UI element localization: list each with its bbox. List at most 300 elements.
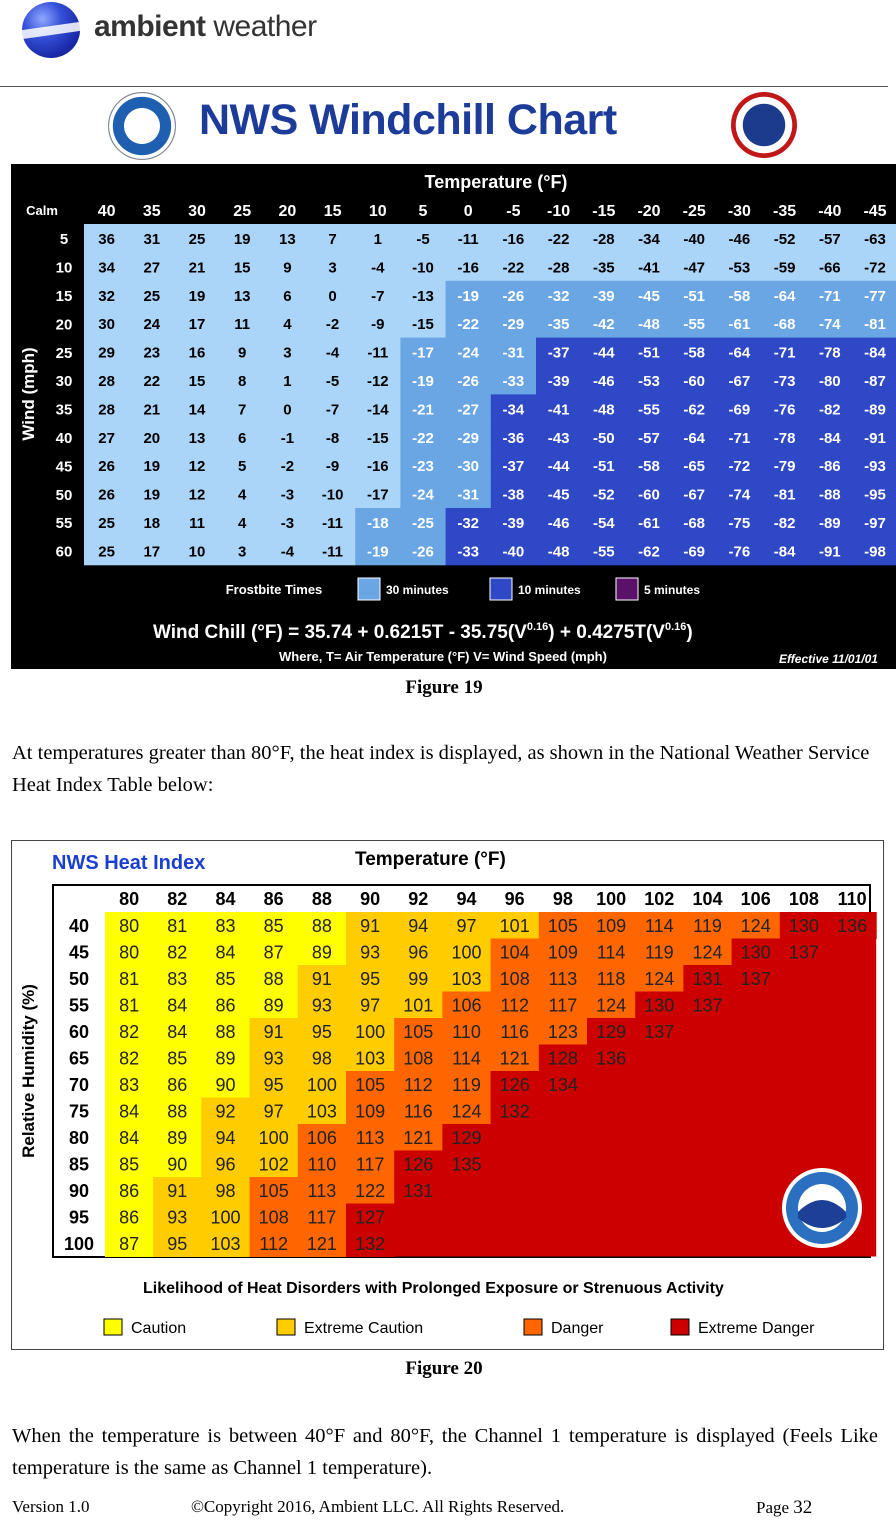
windchill-cell-value: -22 xyxy=(457,316,480,334)
windchill-cell-value: -10 xyxy=(412,259,434,277)
windchill-cell-value: -51 xyxy=(638,344,660,362)
heat-index-cell-value: 87 xyxy=(119,1234,140,1254)
windchill-temp-tick: 30 xyxy=(188,203,206,220)
windchill-cell-value: -14 xyxy=(366,401,389,419)
heat-index-cell-value: 89 xyxy=(167,1128,188,1148)
windchill-cell-value: -77 xyxy=(864,287,886,305)
windchill-cell-value: -57 xyxy=(638,429,660,447)
windchill-cell-value: 12 xyxy=(188,486,206,504)
heat-index-cell-value: 93 xyxy=(311,995,332,1016)
windchill-cell-value: -55 xyxy=(683,316,706,334)
heat-index-humidity-tick: 45 xyxy=(68,942,90,963)
frostbite-legend-label: 10 minutes xyxy=(518,583,581,597)
windchill-cell-value: 15 xyxy=(188,373,206,390)
heat-index-cell-value: 117 xyxy=(355,1154,385,1175)
windchill-cell-value: -46 xyxy=(547,515,570,532)
windchill-cell-value: -3 xyxy=(280,486,295,504)
heat-index-cell-value: 124 xyxy=(644,969,675,989)
windchill-cell-value: -81 xyxy=(773,486,796,504)
windchill-cell-value: -42 xyxy=(592,316,615,334)
heat-index-cell-value: 81 xyxy=(167,916,188,936)
windchill-cell-value: -45 xyxy=(638,287,660,305)
windchill-cell-value: 4 xyxy=(238,486,247,504)
windchill-cell-value: -71 xyxy=(773,344,796,362)
windchill-cell-value: -93 xyxy=(864,458,886,476)
heat-index-cell-value: 109 xyxy=(355,1101,386,1122)
heat-index-cell-value: 89 xyxy=(215,1048,236,1069)
windchill-cell-value: -55 xyxy=(592,543,615,561)
windchill-cell-value: 26 xyxy=(98,458,115,476)
windchill-cell-value: 12 xyxy=(188,458,206,476)
windchill-where-note: Where, T= Air Temperature (°F) V= Wind Speed (mph) xyxy=(279,649,607,664)
windchill-cell-value: -13 xyxy=(412,287,434,305)
windchill-cell-value: -15 xyxy=(412,316,434,334)
heat-index-cell-value: 84 xyxy=(215,942,236,963)
windchill-cell-value: 9 xyxy=(238,344,247,362)
heat-index-cell-value: 85 xyxy=(263,916,284,936)
windchill-cell-value: -34 xyxy=(502,401,525,419)
windchill-cell-value: -40 xyxy=(502,543,525,561)
windchill-cell-value: -48 xyxy=(638,316,660,334)
heat-index-legend-label: Extreme Caution xyxy=(304,1320,424,1337)
heat-index-humidity-tick: 40 xyxy=(68,916,90,936)
windchill-cell-value: -47 xyxy=(683,259,706,277)
windchill-cell-value: 3 xyxy=(238,543,247,561)
windchill-cell-value: 28 xyxy=(98,373,115,390)
windchill-wind-tick: 55 xyxy=(55,515,73,533)
windchill-cell-value: -33 xyxy=(457,543,480,561)
heat-index-chart-svg xyxy=(12,841,883,1349)
heat-index-cell-value: 84 xyxy=(119,1128,140,1148)
windchill-cell-value: -68 xyxy=(773,316,796,334)
windchill-cell-value: -44 xyxy=(592,344,615,362)
windchill-cell-value: -33 xyxy=(502,373,525,390)
heat-index-cell-value: 87 xyxy=(263,942,284,963)
windchill-cell-value: -69 xyxy=(683,543,706,561)
heat-index-cell-value: 117 xyxy=(307,1207,337,1228)
windchill-temp-tick: -40 xyxy=(818,203,842,220)
heat-index-cell-value: 113 xyxy=(548,969,578,989)
heat-index-cell-value: 121 xyxy=(306,1234,337,1254)
frostbite-legend-title: Frostbite Times xyxy=(225,582,323,597)
heat-index-cell-value: 105 xyxy=(258,1181,289,1201)
windchill-cell-value: -7 xyxy=(371,287,385,305)
heat-index-cell-value: 113 xyxy=(355,1128,385,1148)
heat-index-cell-value: 135 xyxy=(451,1154,482,1175)
heat-index-cell-value: 83 xyxy=(167,969,188,989)
ambient-weather-logo-icon xyxy=(22,2,80,58)
windchill-cell-value: -1 xyxy=(280,429,295,447)
heat-index-legend-label: Caution xyxy=(131,1320,187,1337)
windchill-cell-value: -60 xyxy=(638,486,660,504)
windchill-cell-value: -59 xyxy=(773,259,796,277)
heat-index-cell-value: 95 xyxy=(263,1075,284,1095)
frostbite-legend-label: 5 minutes xyxy=(644,583,701,597)
frostbite-legend-swatch xyxy=(490,578,512,600)
windchill-cell-value: -71 xyxy=(818,287,841,305)
windchill-cell-value: -29 xyxy=(502,316,525,334)
heat-index-cell-value: 88 xyxy=(263,969,284,989)
windchill-cell-value: -61 xyxy=(728,316,751,334)
windchill-cell-value: -87 xyxy=(864,373,886,390)
heat-index-temp-tick: 108 xyxy=(788,889,819,909)
windchill-wind-tick: 35 xyxy=(55,401,73,419)
heat-index-cell-value: 129 xyxy=(451,1128,482,1148)
heat-index-cell-value: 100 xyxy=(451,942,482,963)
noaa-seal-icon xyxy=(108,92,176,160)
heat-index-cell-value: 88 xyxy=(311,916,332,936)
heat-index-cell-value: 112 xyxy=(259,1234,289,1254)
heat-index-humidity-tick: 70 xyxy=(68,1075,90,1095)
windchill-cell-value: 0 xyxy=(283,401,292,419)
heat-index-cell-value: 103 xyxy=(451,969,482,989)
heat-index-cell-value: 93 xyxy=(167,1207,188,1228)
windchill-temp-tick: 20 xyxy=(278,203,297,220)
paragraph-heat-index-intro: At temperatures greater than 80°F, the heat index is displayed, as shown in the National Weather Service Heat Index Table below: xyxy=(12,742,870,796)
heat-index-cell-value: 122 xyxy=(355,1181,386,1201)
windchill-cell-value: 19 xyxy=(233,231,251,248)
windchill-cell-value: -69 xyxy=(728,401,751,419)
heat-index-cell-value: 100 xyxy=(306,1075,337,1095)
heat-index-cell-value: 105 xyxy=(547,916,578,936)
heat-index-cell-value: 95 xyxy=(360,969,381,989)
heat-index-temp-tick: 102 xyxy=(644,889,675,909)
windchill-cell-value: -4 xyxy=(280,543,295,561)
windchill-chart xyxy=(11,164,896,669)
heat-index-cell-value: 86 xyxy=(215,995,236,1016)
header-divider xyxy=(0,86,888,87)
heat-index-cell-value: 103 xyxy=(355,1048,386,1069)
nws-seal-icon xyxy=(731,92,797,158)
heat-index-cell-value: 132 xyxy=(355,1234,386,1254)
heat-index-cell-value: 105 xyxy=(355,1075,386,1095)
windchill-cell-value: -27 xyxy=(457,401,480,419)
windchill-temp-tick: 15 xyxy=(323,203,342,220)
heat-index-cell-value: 97 xyxy=(456,916,477,936)
heat-index-cell-value: 110 xyxy=(307,1154,337,1175)
windchill-cell-value: -46 xyxy=(728,231,751,248)
heat-index-cell-value: 102 xyxy=(258,1154,289,1175)
heat-index-cell-value: 89 xyxy=(263,995,284,1016)
heat-index-temp-tick: 96 xyxy=(504,889,525,909)
windchill-cell-value: -17 xyxy=(412,344,434,362)
windchill-temp-tick: 10 xyxy=(368,203,387,220)
windchill-temp-tick: 5 xyxy=(418,203,428,220)
windchill-cell-value: -74 xyxy=(728,486,751,504)
heat-index-temp-tick: 100 xyxy=(596,889,627,909)
windchill-cell-value: -26 xyxy=(502,287,525,305)
windchill-cell-value: -15 xyxy=(366,429,389,447)
heat-index-cell-value: 123 xyxy=(547,1022,578,1042)
windchill-cell-value: -84 xyxy=(773,543,796,561)
windchill-cell-value: -12 xyxy=(366,373,389,390)
windchill-cell-value: -32 xyxy=(457,515,480,532)
windchill-cell-value: -31 xyxy=(457,486,480,504)
windchill-effective-date: Effective 11/01/01 xyxy=(779,652,878,666)
windchill-cell-value: -9 xyxy=(325,458,340,476)
windchill-cell-value: -82 xyxy=(818,401,841,419)
windchill-cell-value: -2 xyxy=(325,316,340,334)
windchill-cell-value: -55 xyxy=(638,401,660,419)
heat-index-title: NWS Heat Index xyxy=(52,852,206,874)
windchill-cell-value: -39 xyxy=(592,287,615,305)
windchill-cell-value: -16 xyxy=(502,231,525,248)
windchill-cell-value: 36 xyxy=(98,231,115,248)
windchill-temp-tick: -30 xyxy=(727,203,751,220)
windchill-cell-value: -37 xyxy=(502,458,525,476)
windchill-cell-value: -58 xyxy=(683,344,706,362)
windchill-cell-value: -16 xyxy=(366,458,389,476)
heat-index-humidity-tick: 60 xyxy=(68,1022,90,1042)
heat-index-temp-tick: 90 xyxy=(360,889,381,909)
heat-index-cell-value: 86 xyxy=(119,1207,140,1228)
heat-index-cell-value: 105 xyxy=(403,1022,434,1042)
brand-wordmark: ambient weather xyxy=(94,10,317,43)
heat-index-cell-value: 99 xyxy=(408,969,429,989)
heat-index-cell-value: 100 xyxy=(210,1207,241,1228)
windchill-cell-value: -58 xyxy=(638,458,660,476)
heat-index-cell-value: 101 xyxy=(499,916,530,936)
windchill-cell-value: -7 xyxy=(325,401,340,419)
heat-index-cell-value: 100 xyxy=(355,1022,386,1042)
windchill-cell-value: -5 xyxy=(416,231,430,248)
windchill-cell-value: 22 xyxy=(143,373,161,390)
heat-index-cell-value: 84 xyxy=(119,1101,140,1122)
heat-index-temp-tick: 104 xyxy=(692,889,723,909)
windchill-cell-value: -54 xyxy=(592,515,615,532)
windchill-temp-tick: -45 xyxy=(863,203,887,220)
heat-index-cell-value: 90 xyxy=(167,1154,188,1175)
heat-index-cell-value: 119 xyxy=(452,1075,481,1095)
windchill-cell-value: -22 xyxy=(502,259,525,277)
windchill-cell-value: -39 xyxy=(502,515,525,532)
frostbite-legend-swatch xyxy=(616,578,638,600)
windchill-cell-value: -71 xyxy=(728,429,751,447)
heat-index-cell-value: 103 xyxy=(306,1101,337,1122)
windchill-cell-value: 25 xyxy=(98,515,115,532)
heat-index-humidity-tick: 65 xyxy=(68,1048,90,1069)
windchill-cell-value: 11 xyxy=(189,515,205,532)
heat-index-cell-value: 114 xyxy=(452,1048,481,1069)
windchill-cell-value: -11 xyxy=(322,515,344,532)
windchill-cell-value: -11 xyxy=(322,543,344,561)
paragraph-feels-like: When the temperature is between 40°F and 80°F, the Channel 1 temperature is displayed (Feels Like temperature is the same as Channel 1 temperature). xyxy=(12,1425,878,1479)
heat-index-cell-value: 91 xyxy=(311,969,332,989)
windchill-cell-value: -2 xyxy=(280,458,295,476)
windchill-temp-tick: -25 xyxy=(682,203,706,220)
windchill-cell-value: -28 xyxy=(592,231,615,248)
heat-index-cell-value: 103 xyxy=(210,1234,241,1254)
windchill-cell-value: 17 xyxy=(188,316,206,334)
heat-index-temp-tick: 84 xyxy=(215,889,236,909)
windchill-cell-value: -25 xyxy=(412,515,434,532)
heat-index-cell-value: 106 xyxy=(306,1128,337,1148)
windchill-cell-value: -72 xyxy=(728,458,751,476)
heat-index-cell-value: 93 xyxy=(263,1048,284,1069)
windchill-cell-value: -80 xyxy=(818,373,841,390)
windchill-cell-value: -53 xyxy=(728,259,751,277)
windchill-cell-value: -44 xyxy=(547,458,570,476)
windchill-cell-value: 3 xyxy=(328,259,337,277)
heat-index-chart xyxy=(11,840,884,1350)
windchill-cell-value: 13 xyxy=(233,287,251,305)
heat-index-cell-value: 96 xyxy=(408,942,429,963)
windchill-cell-value: -86 xyxy=(818,458,841,476)
heat-index-humidity-tick: 75 xyxy=(68,1101,90,1122)
windchill-cell-value: 5 xyxy=(238,458,247,476)
windchill-cell-value: -28 xyxy=(547,259,570,277)
windchill-cell-value: -35 xyxy=(547,316,570,334)
windchill-temp-tick: 25 xyxy=(233,203,252,220)
heat-index-cell-value: 124 xyxy=(451,1101,482,1122)
windchill-cell-value: -52 xyxy=(592,486,615,504)
windchill-cell-value: -52 xyxy=(773,231,796,248)
windchill-cell-value: 21 xyxy=(188,259,206,277)
heat-index-cell-value: 108 xyxy=(258,1207,289,1228)
windchill-cell-value: 15 xyxy=(233,259,251,277)
heat-index-cell-value: 80 xyxy=(119,942,140,963)
heat-index-temp-tick: 98 xyxy=(552,889,573,909)
windchill-cell-value: -84 xyxy=(818,429,841,447)
windchill-cell-value: -51 xyxy=(592,458,615,476)
page-footer xyxy=(12,1497,882,1521)
heat-index-humidity-tick: 100 xyxy=(63,1234,95,1254)
windchill-cell-value: -89 xyxy=(864,401,886,419)
heat-index-cell-value: 119 xyxy=(644,942,674,963)
windchill-cell-value: -64 xyxy=(728,344,751,362)
windchill-cell-value: -16 xyxy=(457,259,480,277)
windchill-cell-value: -11 xyxy=(457,231,479,248)
heat-index-cell-value: 82 xyxy=(119,1048,140,1069)
heat-index-cell-value: 88 xyxy=(215,1022,236,1042)
heat-index-cell-value: 85 xyxy=(167,1048,188,1069)
windchill-cell-value: -4 xyxy=(371,259,385,277)
heat-index-cell-value: 112 xyxy=(403,1075,433,1095)
windchill-cell-value: -4 xyxy=(325,344,340,362)
windchill-cell-value: -10 xyxy=(321,486,344,504)
windchill-cell-value: 19 xyxy=(143,458,161,476)
heat-index-cell-value: 89 xyxy=(311,942,332,963)
windchill-cell-value: 19 xyxy=(188,287,206,305)
windchill-cell-value: 6 xyxy=(238,429,247,447)
heat-index-humidity-tick: 90 xyxy=(68,1181,90,1201)
heat-index-temp-tick: 80 xyxy=(119,889,140,909)
heat-index-cell-value: 108 xyxy=(403,1048,434,1069)
windchill-cell-value: -36 xyxy=(502,429,525,447)
windchill-cell-value: -95 xyxy=(864,486,886,504)
windchill-cell-value: -65 xyxy=(683,458,706,476)
windchill-cell-value: -40 xyxy=(683,231,706,248)
heat-index-cell-value: 128 xyxy=(547,1048,578,1069)
heat-index-cell-value: 92 xyxy=(215,1101,236,1122)
heat-index-cell-value: 121 xyxy=(403,1128,434,1148)
heat-index-cell-value: 82 xyxy=(167,942,188,963)
windchill-cell-value: -75 xyxy=(728,515,751,532)
windchill-cell-value: 6 xyxy=(283,287,292,305)
windchill-cell-value: -22 xyxy=(412,429,434,447)
heat-index-cell-value: 86 xyxy=(119,1181,140,1201)
heat-index-cell-value: 91 xyxy=(167,1181,188,1201)
windchill-cell-value: 1 xyxy=(283,373,292,390)
windchill-cell-value: -57 xyxy=(818,231,841,248)
windchill-cell-value: -62 xyxy=(638,543,660,561)
windchill-cell-value: -8 xyxy=(325,429,340,447)
windchill-cell-value: 28 xyxy=(98,401,115,419)
windchill-cell-value: -21 xyxy=(412,401,434,419)
windchill-temperature-header: Temperature (°F) xyxy=(424,172,568,192)
heat-index-temp-tick: 82 xyxy=(167,889,188,909)
windchill-cell-value: 4 xyxy=(283,316,292,334)
windchill-cell-value: 21 xyxy=(143,401,161,419)
windchill-cell-value: 25 xyxy=(98,543,115,561)
heat-index-cell-value: 97 xyxy=(360,995,381,1016)
heat-index-temp-tick: 92 xyxy=(408,889,429,909)
windchill-temp-tick: -35 xyxy=(773,203,797,220)
heat-index-cell-value: 112 xyxy=(500,995,530,1016)
windchill-cell-value: -48 xyxy=(592,401,615,419)
windchill-cell-value: -34 xyxy=(638,231,660,248)
windchill-cell-value: 3 xyxy=(283,344,292,362)
windchill-cell-value: -45 xyxy=(547,486,570,504)
windchill-cell-value: -26 xyxy=(412,543,434,561)
heat-index-temp-tick: 88 xyxy=(311,889,332,909)
windchill-cell-value: -24 xyxy=(412,486,434,504)
windchill-cell-value: -72 xyxy=(864,259,886,277)
heat-index-cell-value: 88 xyxy=(167,1101,188,1122)
windchill-temp-tick: -20 xyxy=(637,203,661,220)
heat-index-cell-value: 116 xyxy=(500,1022,530,1042)
heat-index-temperature-header: Temperature (°F) xyxy=(355,849,506,870)
windchill-temp-tick: -15 xyxy=(592,203,616,220)
windchill-cell-value: -97 xyxy=(864,515,886,532)
heat-index-humidity-label: Relative Humidity (%) xyxy=(19,984,38,1158)
windchill-cell-value: -18 xyxy=(366,515,389,532)
windchill-wind-tick: 25 xyxy=(55,344,73,362)
heat-index-cell-value: 95 xyxy=(311,1022,332,1042)
heat-index-cell-value: 101 xyxy=(403,995,434,1016)
heat-index-cell-value: 110 xyxy=(452,1022,481,1042)
heat-index-cell-value: 91 xyxy=(360,916,381,936)
heat-index-cell-value: 131 xyxy=(692,969,723,989)
heat-index-cell-value: 109 xyxy=(547,942,578,963)
windchill-cell-value: 13 xyxy=(188,429,206,447)
windchill-cell-value: -63 xyxy=(864,231,886,248)
heat-index-cell-value: 117 xyxy=(548,995,578,1016)
windchill-cell-value: 19 xyxy=(143,486,161,504)
windchill-wind-tick: 40 xyxy=(55,430,73,447)
heat-index-cell-value: 83 xyxy=(119,1075,140,1095)
windchill-cell-value: 7 xyxy=(238,401,247,419)
windchill-cell-value: 18 xyxy=(143,515,161,532)
windchill-cell-value: -19 xyxy=(457,287,480,305)
windchill-cell-value: 13 xyxy=(279,231,296,248)
windchill-formula: Wind Chill $(^\circ F) = 35.74 + 0.6215T - 35.75(V^{0.16}) + 0.4275T(V^{0.16})$ xyxy=(153,621,693,643)
windchill-cell-value: -29 xyxy=(457,429,480,447)
windchill-cell-value: -30 xyxy=(457,458,480,476)
windchill-cell-value: -64 xyxy=(683,429,706,447)
heat-index-cell-value: 82 xyxy=(119,1022,140,1042)
windchill-cell-value: -43 xyxy=(547,429,570,447)
heat-index-cell-value: 129 xyxy=(596,1022,627,1042)
windchill-cell-value: -48 xyxy=(547,543,570,561)
heat-index-humidity-tick: 80 xyxy=(68,1128,90,1148)
heat-index-cell-value: 118 xyxy=(596,969,626,989)
windchill-cell-value: -37 xyxy=(547,344,570,362)
windchill-temp-tick: 40 xyxy=(97,203,116,220)
heat-index-cell-value: 124 xyxy=(596,995,627,1016)
windchill-cell-value: -32 xyxy=(547,287,570,305)
windchill-cell-value: -68 xyxy=(683,515,706,532)
